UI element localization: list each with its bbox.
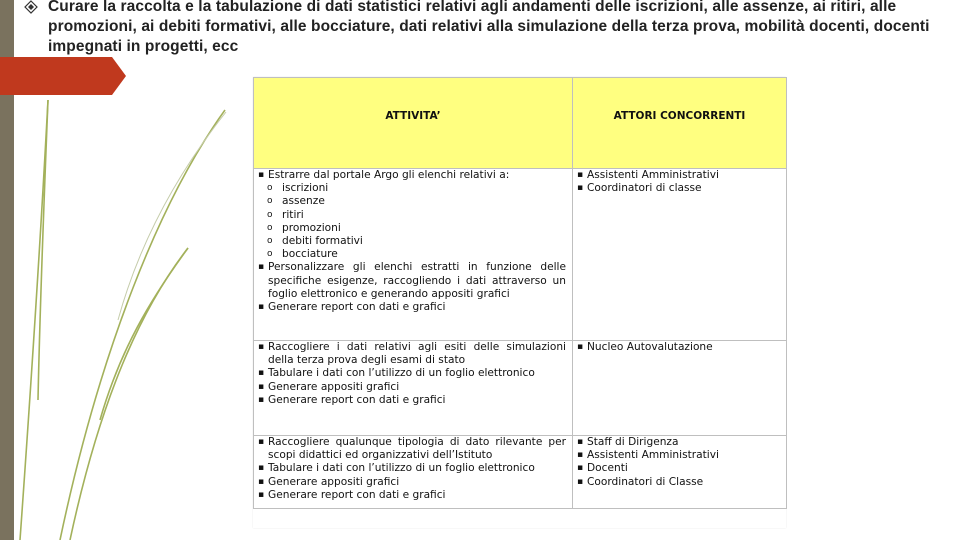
- red-accent-tab: [0, 57, 126, 95]
- header-activities: ATTIVITA’: [254, 78, 573, 169]
- list-item: ▪ Assistenti Amministrativi: [573, 169, 780, 182]
- list-item: ▪ Generare appositi grafici: [254, 381, 566, 394]
- list-item: ▪ Staff di Dirigenza: [573, 436, 780, 449]
- activities-cell: [254, 436, 573, 509]
- list-item: o debiti formativi: [254, 235, 566, 248]
- list-item: o assenze: [254, 195, 566, 208]
- list-item: ▪ Generare report con dati e grafici: [254, 394, 566, 407]
- list-item: ▪ Estrarre dal portale Argo gli elenchi relativi a:: [254, 169, 566, 182]
- list-item: o bocciature: [254, 248, 566, 261]
- list-item: o ritiri: [254, 209, 566, 222]
- list-item: ▪ Raccogliere i dati relativi agli esiti delle simulazioni della terza prova degli esami di stato: [254, 341, 566, 367]
- actors-cell: [573, 341, 787, 436]
- diamond-bullet-icon: [24, 0, 38, 14]
- table-row: [254, 169, 787, 341]
- activities-cell: [254, 169, 573, 341]
- header-actors: ATTORI CONCORRENTI: [573, 78, 787, 169]
- actors-cell: [573, 169, 787, 341]
- list-item: ▪ Raccogliere qualunque tipologia di dato rilevante per scopi didattici ed organizzativi dell’Istituto: [254, 436, 566, 462]
- activities-cell: [254, 341, 573, 436]
- list-item: ▪ Coordinatori di Classe: [573, 476, 780, 489]
- list-item: ▪ Tabulare i dati con l’utilizzo di un foglio elettronico: [254, 462, 566, 475]
- list-item: o promozioni: [254, 222, 566, 235]
- activities-table: [253, 77, 787, 509]
- bullet-paragraph: Curare la raccolta e la tabulazione di dati statistici relativi agli andamenti delle iscrizioni, alle assenze, ai ritiri, alle promozioni, ai debiti formativi, alle bocciature, dati relativi alla simulazione della terza prova, mobilità docenti, docenti impegnati in progetti, ecc: [48, 0, 930, 55]
- list-item: ▪ Docenti: [573, 462, 780, 475]
- list-item: o iscrizioni: [254, 182, 566, 195]
- list-item: ▪ Generare report con dati e grafici: [254, 489, 566, 502]
- table-row: [254, 341, 787, 436]
- table-image: [253, 77, 786, 528]
- list-item: ▪ Tabulare i dati con l’utilizzo di un foglio elettronico: [254, 367, 566, 380]
- table-row: [254, 436, 787, 509]
- list-item: ▪ Nucleo Autovalutazione: [573, 341, 780, 354]
- list-item: ▪ Coordinatori di classe: [573, 182, 780, 195]
- actors-cell: [573, 436, 787, 509]
- list-item: ▪ Generare report con dati e grafici: [254, 301, 566, 314]
- list-item: ▪ Personalizzare gli elenchi estratti in funzione delle specifiche esigenze, raccogliendo i dati attraverso un foglio elettronico e generando appositi grafici: [254, 261, 566, 301]
- list-item: ▪ Assistenti Amministrativi: [573, 449, 780, 462]
- list-item: ▪ Generare appositi grafici: [254, 476, 566, 489]
